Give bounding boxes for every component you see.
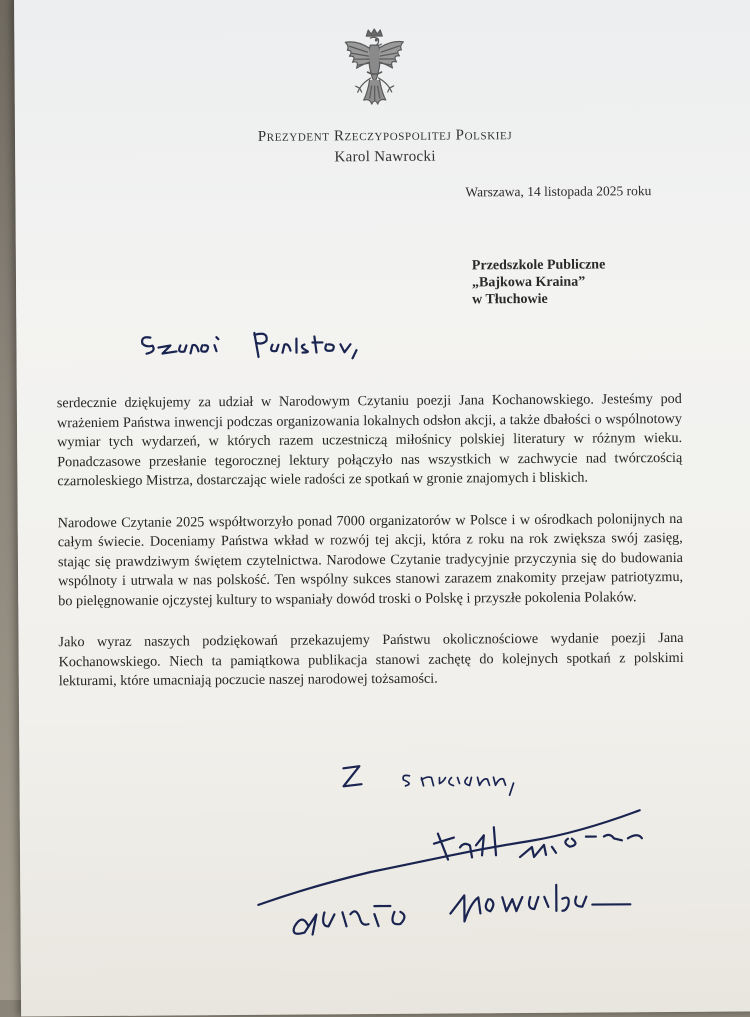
issuer-office: Prezydent Rzeczypospolitej Polskiej	[215, 127, 555, 146]
letter-date: Warszawa, 14 listopada 2025 roku	[465, 183, 705, 201]
body-paragraph-2: Narodowe Czytanie 2025 współtworzyło ponad 7000 organizatorów w Polsce i w ośrodkach polonijnych na całym świecie. Doceniamy Państwa wkład w rozwój tej akcji, która z roku na rok zwiększa swój zasięg, stając się prawdziwym świętem czytelnictwa. Narodowe Czytanie tradycyjnie przyczynia się do budowania wspólnoty i utrwala w nas polskość. Ten wspólny sukces stanowi zarazem znakomity przejaw patriotyzmu, bo pielęgnowanie ojczystej kultury to wspaniały dowód troski o Polskę i przyszłe pokolenia Polaków.	[58, 509, 684, 611]
polish-eagle-emblem-icon	[339, 28, 410, 118]
recipient-line-2: „Bajkowa Kraina”	[472, 273, 732, 292]
letter-sheet	[14, 0, 750, 1017]
body-paragraph-1: serdecznie dziękujemy za udział w Narodowym Czytaniu poezji Jana Kochanowskiego. Jesteśmy pod wrażeniem Państwa inwencji podczas organizowania lokalnych odsłon akcji, a także dbałości o wspólnotowy wymiar tych wydarzeń, w których razem uczestniczą miłośnicy polskiej literatury w różnym wieku. Ponadczasowe przesłanie tegorocznej lektury połączyło nas wszystkich w zachwycie nad twórczością czarnoleskiego Mistrza, dostarczając wiele radości ze spotkań w gronie znajomych i bliskich.	[57, 390, 683, 492]
handwritten-salutation	[136, 322, 396, 364]
issuer-name: Karol Nawrocki	[215, 148, 555, 167]
recipient-block	[472, 256, 732, 309]
handwritten-closing	[337, 755, 577, 799]
recipient-line-3: w Tłuchowie	[472, 290, 732, 309]
handwritten-signature	[250, 792, 701, 955]
body-paragraph-3: Jako wyraz naszych podziękowań przekazujemy Państwu okolicznościowe wydanie poezji Jana Kochanowskiego. Niech ta pamiątkowa publikacja stanowi zachętę do kolejnych spotkań z polskimi lekturami, które umacniają poczucie naszej narodowej tożsamości.	[58, 629, 683, 692]
recipient-line-1: Przedszkole Publiczne	[472, 256, 732, 275]
letter-body	[57, 390, 684, 714]
